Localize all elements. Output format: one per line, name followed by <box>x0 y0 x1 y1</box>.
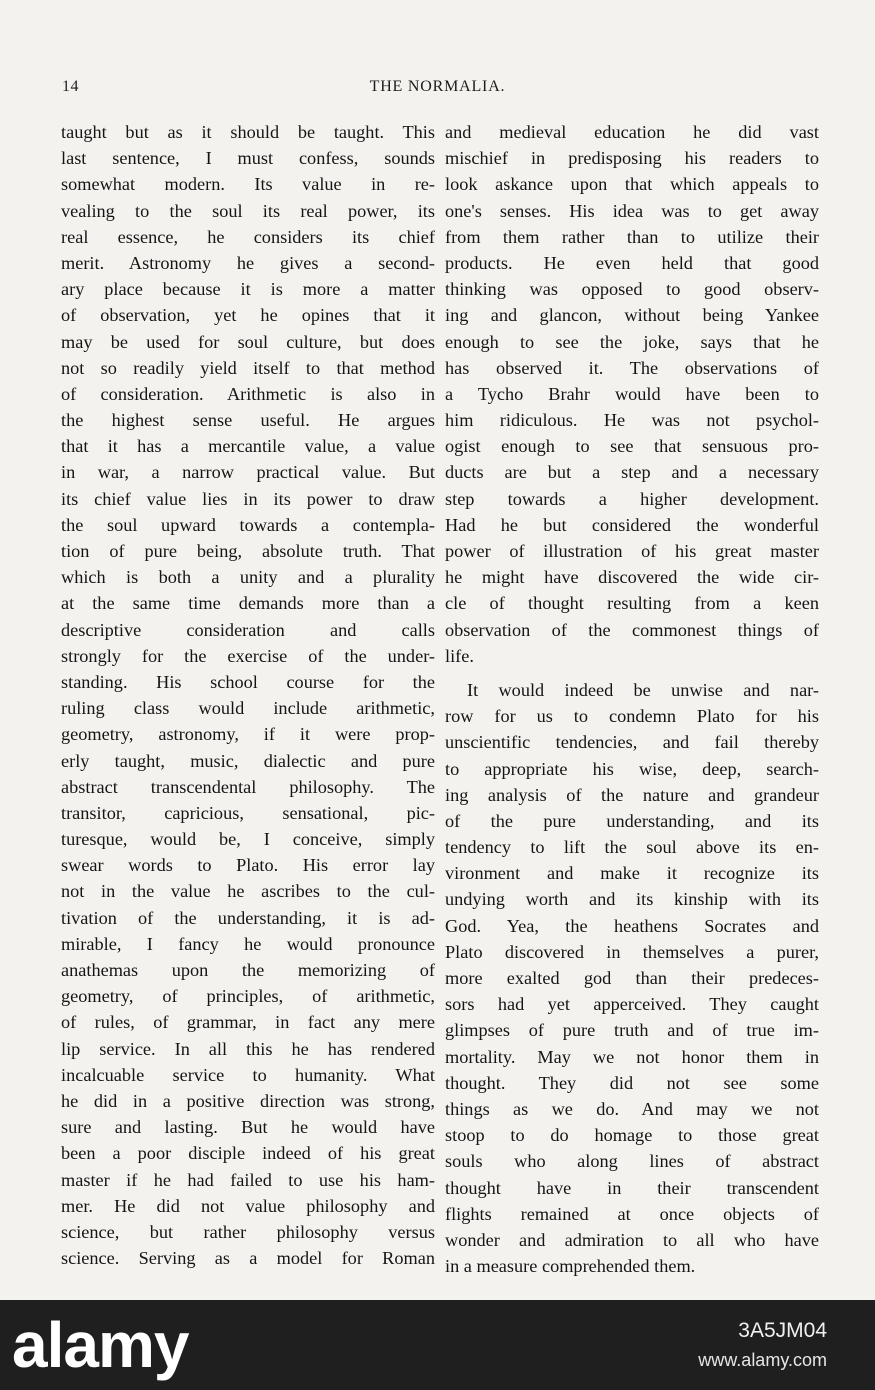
text-line: lip service. In all this he has rendered <box>61 1038 435 1059</box>
text-line: of rules, of grammar, in fact any mere <box>61 1012 435 1033</box>
left-column <box>61 119 435 1271</box>
text-line: mirable, I fancy he would pronounce <box>61 933 435 954</box>
text-line: ruling class would include arithmetic, <box>61 698 435 719</box>
text-line: to appropriate his wise, deep, search- <box>445 758 819 779</box>
text-line: observation of the commonest things of <box>445 619 819 640</box>
text-line: anathemas upon the memorizing of <box>61 960 435 980</box>
text-line: God. Yea, the heathens Socrates and <box>445 915 819 936</box>
text-line: ogist enough to see that sensuous pro- <box>445 436 819 457</box>
text-line: products. He even held that good <box>445 252 819 273</box>
text-line: not in the value he ascribes to the cul- <box>61 881 435 902</box>
right-column <box>445 119 819 1279</box>
text-line: of the pure understanding, and its <box>445 810 819 831</box>
text-line: vealing to the soul its real power, its <box>61 200 435 221</box>
text-line: ing analysis of the nature and grandeur <box>445 784 819 805</box>
text-line: thought have in their transcendent <box>445 1177 819 1198</box>
text-line: It would indeed be unwise and nar- <box>467 679 819 700</box>
text-line: erly taught, music, dialectic and pure <box>61 750 435 771</box>
text-line: thinking was opposed to good observ- <box>445 279 819 300</box>
text-line: geometry, of principles, of arithmetic, <box>61 986 435 1007</box>
text-line: its chief value lies in its power to draw <box>61 488 435 509</box>
text-line: vironment and make it recognize its <box>445 863 819 884</box>
text-line: glimpses of pure truth and of true im- <box>445 1020 819 1041</box>
text-line: strongly for the exercise of the under- <box>61 645 435 666</box>
text-line: from them rather than to utilize their <box>445 226 819 247</box>
text-line: science, but rather philosophy versus <box>61 1221 435 1242</box>
text-line: mischief in predisposing his readers to <box>445 148 819 169</box>
text-line: ary place because it is more a matter <box>61 279 435 300</box>
text-line: real essence, he considers its chief <box>61 226 435 247</box>
text-line: of consideration. Arithmetic is also in <box>61 383 435 404</box>
text-line: tendency to lift the soul above its en- <box>445 837 819 858</box>
text-line: a Tycho Brahr would have been to <box>445 383 819 404</box>
text-line: sors had yet apperceived. They caught <box>445 994 819 1015</box>
text-line: at the same time demands more than a <box>61 593 435 614</box>
text-line: which is both a unity and a plurality <box>61 567 435 588</box>
text-line: Had he but considered the wonderful <box>445 514 819 535</box>
text-line: thought. They did not see some <box>445 1072 819 1093</box>
text-line: science. Serving as a model for Roman <box>61 1248 435 1269</box>
running-head <box>60 78 815 102</box>
text-line: last sentence, I must confess, sounds <box>61 148 435 169</box>
watermark-url: www.alamy.com <box>698 1350 827 1370</box>
text-line: standing. His school course for the <box>61 671 435 692</box>
text-line: merit. Astronomy he gives a second- <box>61 252 435 273</box>
text-line: been a poor disciple indeed of his great <box>61 1143 435 1164</box>
text-line: flights remained at once objects of <box>445 1203 819 1224</box>
text-line: and medieval education he did vast <box>445 122 819 142</box>
text-line: abstract transcendental philosophy. The <box>61 776 435 797</box>
text-line: unscientific tendencies, and fail thereby <box>445 732 819 753</box>
text-line: enough to see the joke, says that he <box>445 331 819 352</box>
text-line: ducts are but a step and a necessary <box>445 462 819 483</box>
page-number: 14 <box>62 78 79 95</box>
text-line: one's senses. His idea was to get away <box>445 200 819 221</box>
text-line: wonder and admiration to all who have <box>445 1229 819 1250</box>
text-line: the highest sense useful. He argues <box>61 410 435 431</box>
text-line: him ridiculous. He was not psychol- <box>445 410 819 431</box>
text-line: row for us to condemn Plato for his <box>445 706 819 727</box>
text-line: swear words to Plato. His error lay <box>61 855 435 876</box>
paragraph-gap <box>445 669 819 677</box>
text-line: tivation of the understanding, it is ad- <box>61 907 435 928</box>
text-line: cle of thought resulting from a keen <box>445 593 819 614</box>
text-line: master if he had failed to use his ham- <box>61 1169 435 1190</box>
text-line: ing and glancon, without being Yankee <box>445 305 819 326</box>
text-line: geometry, astronomy, if it were prop- <box>61 724 435 745</box>
text-line: more exalted god than their predeces- <box>445 968 819 988</box>
text-line: taught but as it should be taught. This <box>61 122 435 142</box>
text-line: he did in a positive direction was strong, <box>61 1090 435 1111</box>
text-line: in a measure comprehended them. <box>445 1256 696 1277</box>
text-line: not so readily yield itself to that method <box>61 357 435 378</box>
text-line: power of illustration of his great master <box>445 541 819 561</box>
text-line: look askance upon that which appeals to <box>445 174 819 195</box>
text-line: has observed it. The observations of <box>445 357 819 378</box>
text-line: sure and lasting. But he would have <box>61 1117 435 1138</box>
text-line: somewhat modern. Its value in re- <box>61 174 435 195</box>
text-line: may be used for soul culture, but does <box>61 331 435 352</box>
text-line: transitor, capricious, sensational, pic- <box>61 802 435 823</box>
text-line: in war, a narrow practical value. But <box>61 462 435 483</box>
text-line: the soul upward towards a contempla- <box>61 514 435 535</box>
text-line: he might have discovered the wide cir- <box>445 567 819 588</box>
text-line: stoop to do homage to those great <box>445 1125 819 1146</box>
text-line: Plato discovered in themselves a purer, <box>445 941 819 962</box>
text-line: tion of pure being, absolute truth. That <box>61 541 435 561</box>
text-line: mer. He did not value philosophy and <box>61 1195 435 1216</box>
running-title: THE NORMALIA. <box>369 78 506 95</box>
text-line: that it has a mercantile value, a value <box>61 436 435 457</box>
alamy-logo: alamy <box>12 1309 189 1381</box>
text-line: step towards a higher development. <box>445 488 819 509</box>
text-line: turesque, would be, I conceive, simply <box>61 829 435 850</box>
text-line: mortality. May we not honor them in <box>445 1046 819 1067</box>
text-line: of observation, yet he opines that it <box>61 305 435 326</box>
text-line: souls who along lines of abstract <box>445 1151 819 1172</box>
text-line: things as we do. And may we not <box>445 1098 819 1119</box>
text-line: incalcuable service to humanity. What <box>61 1064 435 1085</box>
text-line: undying worth and its kinship with its <box>445 889 819 910</box>
text-line: life. <box>445 645 474 666</box>
text-line: descriptive consideration and calls <box>61 619 435 640</box>
image-id: 3A5JM04 <box>738 1319 827 1342</box>
